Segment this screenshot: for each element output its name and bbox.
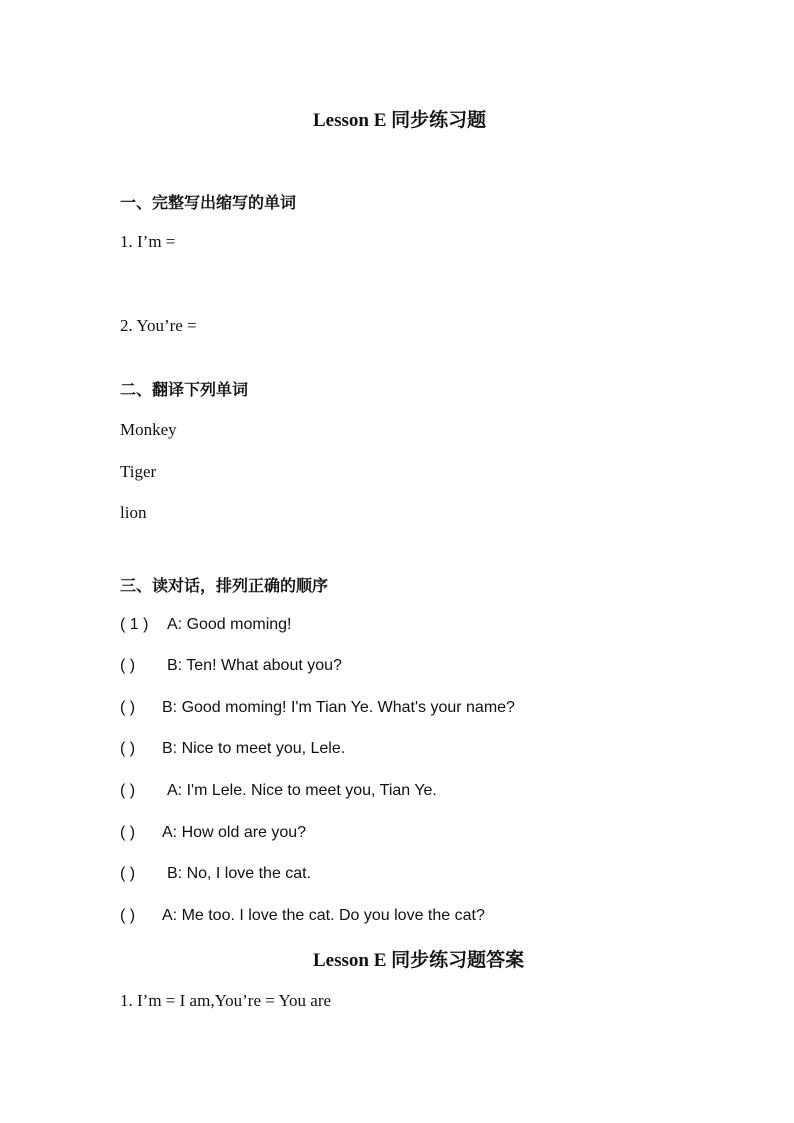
dialogue-text: A: Me too. I love the cat. Do you love the cat?: [162, 907, 485, 924]
dialogue-text: B: No, I love the cat.: [167, 865, 312, 882]
order-blank: ( ): [120, 699, 136, 716]
dialogue-item: [120, 865, 311, 883]
order-blank: ( ): [120, 865, 136, 882]
dialogue-text: B: Ten! What about you?: [167, 657, 342, 674]
word-monkey: Monkey: [120, 420, 177, 439]
answer-title: Lesson E 同步练习题答案: [313, 950, 525, 971]
word-tiger: Tiger: [120, 462, 157, 481]
page-title: Lesson E 同步练习题: [313, 110, 487, 131]
section-1-heading: 一、完整写出缩写的单词: [120, 193, 297, 212]
dialogue-text: A: How old are you?: [162, 824, 307, 841]
dialogue-item: [120, 907, 485, 925]
abbreviation-item-1: 1. I’m =: [120, 232, 176, 251]
dialogue-item: [120, 616, 292, 634]
dialogue-text: B: Nice to meet you, Lele.: [162, 740, 346, 757]
dialogue-text: A: I'm Lele. Nice to meet you, Tian Ye.: [167, 782, 437, 799]
dialogue-item: [120, 699, 515, 717]
dialogue-item: [120, 740, 345, 758]
dialogue-item: [120, 824, 306, 842]
order-blank: ( ): [120, 740, 136, 757]
dialogue-text: B: Good moming! I'm Tian Ye. What's your name?: [162, 699, 515, 716]
dialogue-text: A: Good moming!: [167, 616, 292, 633]
order-blank: ( ): [120, 907, 136, 924]
dialogue-item: [120, 782, 437, 800]
answer-item-1: 1. I’m = I am,You’re = You are: [120, 991, 332, 1010]
order-blank: ( ): [120, 657, 136, 674]
section-3-heading: 三、读对话，排列正确的顺序: [120, 576, 329, 595]
section-2-heading: 二、翻译下列单词: [120, 380, 249, 399]
order-blank: ( 1 ): [120, 616, 149, 633]
order-blank: ( ): [120, 824, 136, 841]
order-blank: ( ): [120, 782, 136, 799]
abbreviation-item-2: 2. You’re =: [120, 316, 197, 335]
word-lion: lion: [120, 503, 147, 522]
dialogue-item: [120, 657, 342, 675]
